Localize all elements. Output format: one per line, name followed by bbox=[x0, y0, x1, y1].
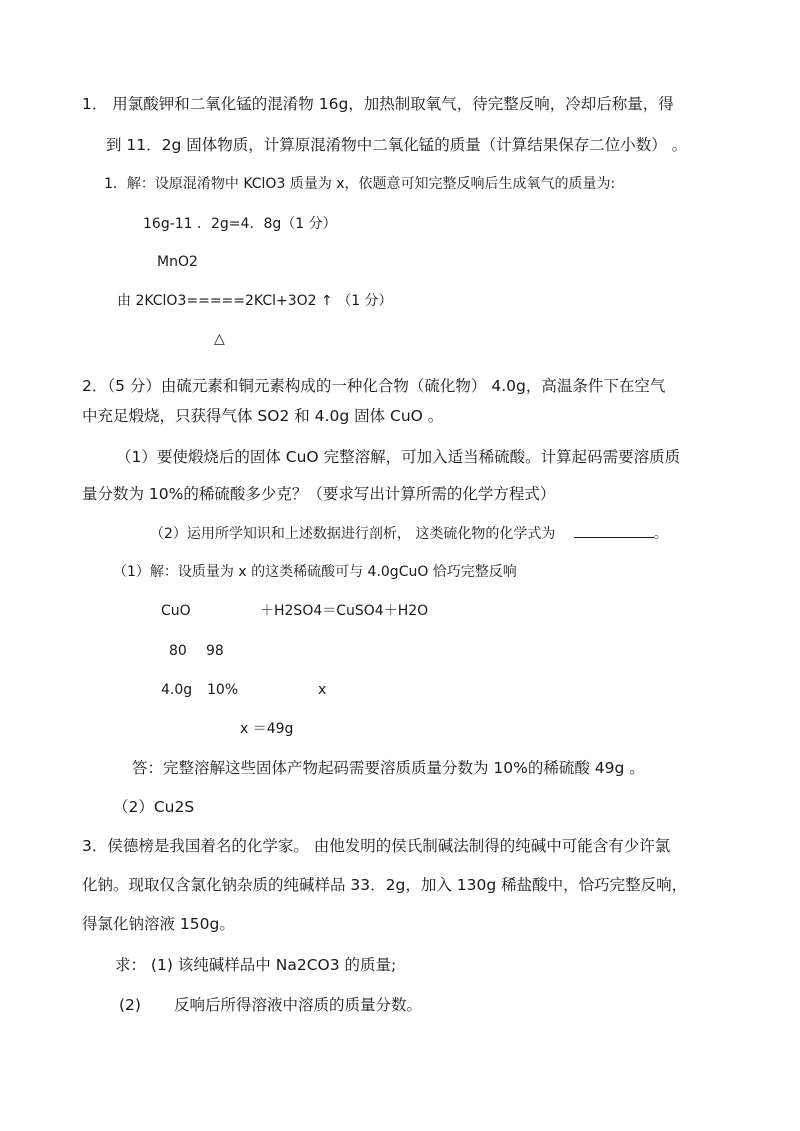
q2-given-cuo: 4.0g bbox=[161, 682, 193, 698]
q1-line2: 到 11．2g 固体物质，计算原混淆物中二氧化锰的质量（计算结果保存二位小数） 。 bbox=[106, 136, 688, 154]
q1-solution-line1: 1．解：设原混淆物中 KClO3 质量为 x，依题意可知完整反响后生成氧气的质量为: bbox=[104, 176, 616, 192]
q3-line2: 化钠。现取仅含氯化钠杂质的纯碱样品 33．2g，加入 130g 稀盐酸中，恰巧完整反响， bbox=[82, 876, 688, 894]
q1-heat-symbol: △ bbox=[214, 331, 225, 347]
q2-result: x ＝49g bbox=[240, 721, 294, 737]
q3-line3: 得氯化钠溶液 150g。 bbox=[82, 915, 235, 933]
q2-answer-part2: （2）Cu2S bbox=[113, 798, 195, 816]
q2-part2 bbox=[150, 523, 668, 544]
q2-molar-mass-cuo: 80 bbox=[169, 643, 187, 659]
q1-catalyst: MnO2 bbox=[157, 254, 198, 270]
q2-part1-line1: （1）要使煅烧后的固体 CuO 完整溶解，可加入适当稀硫酸。计算起码需要溶质质 bbox=[116, 448, 681, 466]
q2-equation-left: CuO bbox=[161, 603, 191, 619]
q2-given-percent: 10% bbox=[207, 682, 239, 698]
answer-blank bbox=[574, 523, 654, 538]
q1-solution-line2: 16g-11 ．2g=4．8g（1 分） bbox=[143, 216, 337, 232]
q2-solution-intro: （1）解：设质量为 x 的这类稀硫酸可与 4.0gCuO 恰巧完整反响 bbox=[113, 564, 517, 580]
q2-line1: 2．（5 分）由硫元素和铜元素构成的一种化合物（硫化物） 4.0g，高温条件下在空气 bbox=[82, 377, 666, 395]
q2-part2-text: （2）运用所学知识和上述数据进行剖析， 这类硫化物的化学式为 bbox=[150, 526, 556, 542]
q3-ask2-number: (2) bbox=[119, 996, 141, 1014]
q1-line1: 1． 用氯酸钾和二氧化锰的混淆物 16g，加热制取氧气，待完整反响，冷却后称量，得 bbox=[82, 95, 674, 113]
q1-equation: 由 2KClO3=====2KCl+3O2 ↑ （1 分） bbox=[117, 293, 393, 309]
q2-molar-mass-h2so4: 98 bbox=[206, 643, 224, 659]
q2-answer: 答：完整溶解这些固体产物起码需要溶质质量分数为 10%的稀硫酸 49g 。 bbox=[132, 759, 645, 777]
q2-part2-end: 。 bbox=[653, 526, 668, 542]
q3-ask1: 求： (1) 该纯碱样品中 Na2CO3 的质量; bbox=[115, 956, 397, 974]
q2-line2: 中充足煅烧，只获得气体 SO2 和 4.0g 固体 CuO 。 bbox=[82, 407, 444, 425]
q2-part1-line2: 量分数为 10%的稀硫酸多少克？（要求写出计算所需的化学方程式） bbox=[82, 485, 556, 503]
q2-equation-right: ＋H2SO4＝CuSO4＋H2O bbox=[260, 603, 429, 619]
q3-ask2-text: 反响后所得溶液中溶质的质量分数。 bbox=[174, 996, 423, 1014]
q2-given-x: x bbox=[318, 682, 327, 698]
q3-line1: 3．侯德榜是我国着名的化学家。 由他发明的侯氏制碱法制得的纯碱中可能含有少许氯 bbox=[82, 837, 671, 855]
